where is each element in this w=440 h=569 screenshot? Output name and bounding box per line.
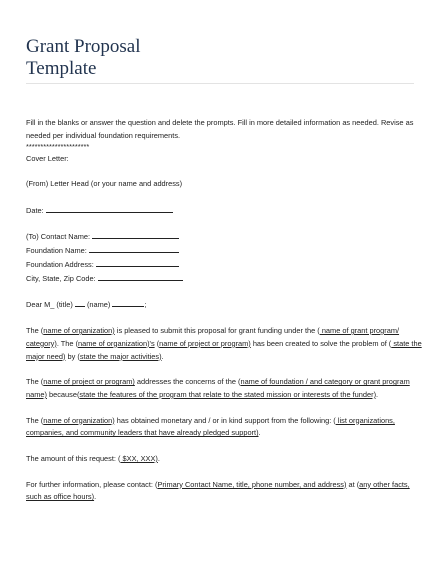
- paragraph-2-line-2: [26, 389, 416, 402]
- paragraph-1-line-2: [26, 338, 422, 351]
- intro-line-2: needed per individual foundation requirements.: [26, 130, 181, 140]
- foundation-name-blank: [89, 244, 179, 253]
- city-label: City, State, Zip Code:: [26, 273, 96, 283]
- contact-line-2: [26, 491, 416, 504]
- paragraph-1-line-1: [26, 325, 416, 338]
- from-line: (From) Letter Head (or your name and address): [26, 179, 183, 189]
- grant-program-prompt: name of grant program/: [319, 325, 400, 335]
- paragraph-2-line-1: [26, 376, 416, 389]
- text: because(: [46, 389, 80, 399]
- foundation-name-line: [26, 244, 416, 258]
- other-facts-prompt: any other facts,: [359, 479, 410, 489]
- document-body: [26, 117, 422, 504]
- date-line: [26, 204, 416, 218]
- salutation-line: [26, 298, 416, 312]
- text: The (: [26, 377, 44, 387]
- text: .: [161, 351, 164, 361]
- text: .: [376, 389, 379, 399]
- category-prompt: category): [26, 338, 57, 348]
- paragraph-3-line-1: [26, 415, 416, 428]
- date-blank: [46, 204, 173, 213]
- text: The (: [26, 325, 44, 335]
- paragraph-1-line-3: [26, 351, 416, 364]
- contact-name-label: (To) Contact Name:: [26, 232, 91, 242]
- program-features-prompt: state the features of the program that relate to the stated mission or interests of the funder): [79, 389, 377, 399]
- salutation-title-blank: [75, 298, 85, 307]
- contact-label: For further information, please contact: (: [26, 479, 158, 489]
- city-line: [26, 272, 416, 286]
- text: The (: [26, 415, 44, 425]
- intro-line-1: Fill in the blanks or answer the question and delete the prompts. Fill in more detailed information as needed. Revise as: [26, 118, 414, 127]
- text: addresses the concerns of the (: [134, 377, 241, 387]
- contact-name-blank: [92, 230, 179, 239]
- major-need-prompt: state the: [391, 338, 422, 348]
- project-name-prompt: name of project or program): [43, 377, 135, 387]
- amount-line: [26, 453, 416, 466]
- foundation-name-prompt-cont: name): [26, 389, 47, 399]
- salutation-name: (name): [86, 300, 111, 310]
- intro-stars: **********************: [26, 141, 90, 151]
- text: is pleased to submit this proposal for grant funding under the (: [114, 325, 320, 335]
- city-blank: [98, 272, 183, 281]
- foundation-address-blank: [96, 258, 179, 267]
- title-line-1: Grant Proposal: [26, 36, 141, 57]
- foundation-name-label: Foundation Name:: [26, 246, 87, 256]
- text: . The (: [56, 338, 79, 348]
- title-divider: [26, 83, 414, 84]
- supporters-prompt: list organizations,: [335, 415, 395, 425]
- foundation-name-prompt: name of foundation / and category or grant program: [240, 377, 410, 387]
- primary-contact-prompt: Primary Contact Name, title, phone number, and address): [157, 479, 347, 489]
- title-line-2: Template: [26, 58, 97, 79]
- salutation-name-blank: [112, 298, 147, 310]
- text: at (: [346, 479, 360, 489]
- text: .: [157, 453, 160, 463]
- text: (: [154, 338, 160, 348]
- other-facts-prompt-cont: such as office hours): [26, 492, 95, 502]
- org-name-prompt: name of organization): [43, 325, 115, 335]
- date-label: Date:: [26, 205, 44, 215]
- amount-prompt: $XX, XXX): [120, 453, 158, 463]
- salutation-end: ;: [144, 300, 147, 310]
- project-name-prompt: name of project or program): [159, 338, 251, 348]
- contact-name-line: [26, 230, 416, 244]
- foundation-address-label: Foundation Address:: [26, 259, 94, 269]
- text: .: [258, 428, 261, 438]
- cover-letter-label: Cover Letter:: [26, 153, 69, 163]
- salutation-title: Dear M_ (title): [26, 300, 73, 310]
- contact-line-1: [26, 479, 416, 492]
- major-activities-prompt: state the major activities): [79, 351, 162, 361]
- document-title: [26, 36, 141, 80]
- text: has obtained monetary and / or in kind support from the following: (: [114, 415, 336, 425]
- foundation-address-line: [26, 258, 416, 272]
- supporters-prompt-cont: companies, and community leaders that have already pledged support): [26, 428, 259, 438]
- text: by (: [65, 351, 80, 361]
- paragraph-3-line-2: [26, 427, 416, 440]
- amount-label: The amount of this request: (: [26, 453, 121, 463]
- major-need-prompt-cont: major need): [26, 351, 66, 361]
- org-name-possessive-prompt: name of organization)'s: [78, 338, 155, 348]
- text: has been created to solve the problem of (: [250, 338, 392, 348]
- text: .: [94, 492, 97, 502]
- org-name-prompt: name of organization): [43, 415, 115, 425]
